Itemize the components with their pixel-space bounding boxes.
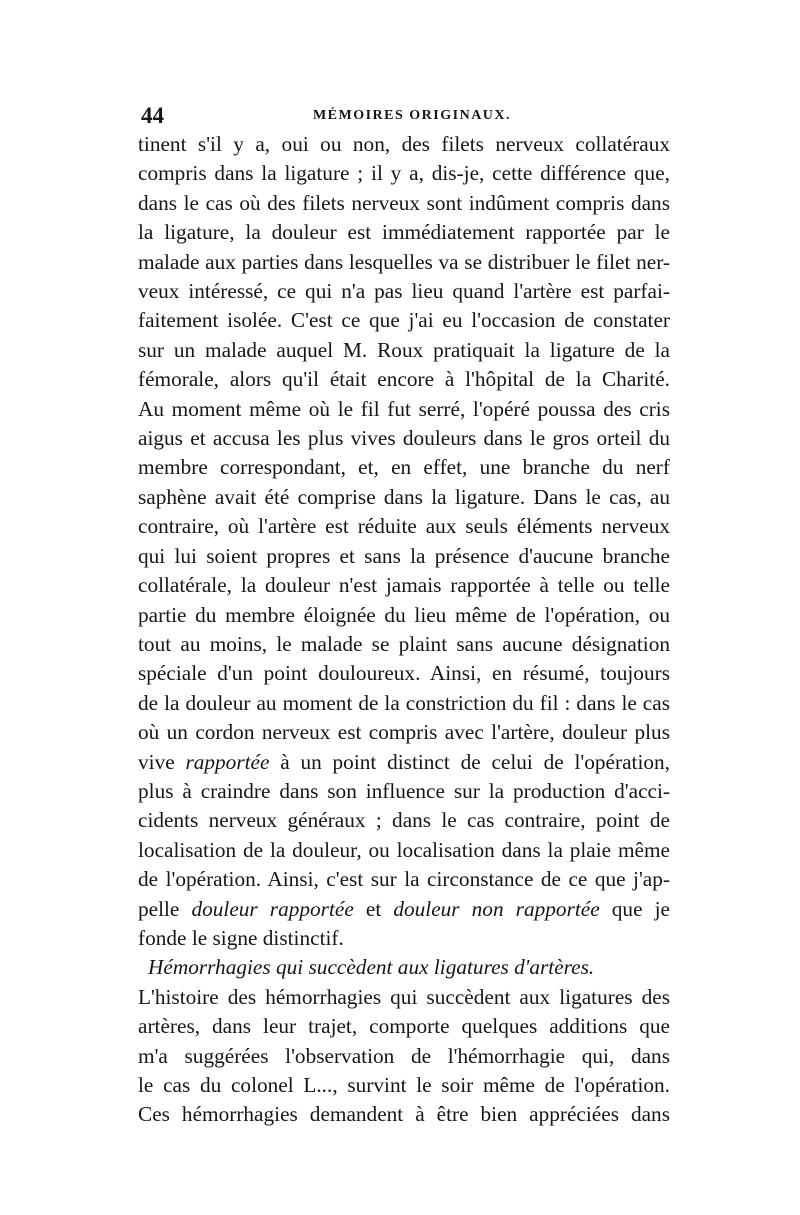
italic-term: douleur rapportée (191, 896, 354, 921)
text-line: plus à craindre dans son influence sur la production d'acci- (138, 778, 670, 803)
text-line: saphène avait été comprise dans la ligature. Dans le cas, au (138, 484, 670, 509)
page-number: 44 (141, 103, 164, 128)
page-header (141, 100, 669, 132)
text-line: fonde le signe distinctif. (138, 925, 344, 950)
text-line: compris dans la ligature ; il y a, dis-je, cette différence que, (138, 161, 670, 186)
text-line (138, 748, 670, 777)
text-line: membre correspondant, et, en effet, une branche du nerf (138, 455, 670, 480)
text-line: aigus et accusa les plus vives douleurs dans le gros orteil du (138, 426, 670, 451)
text-line: L'histoire des hémorrhagies qui succèdent aux ligatures des (138, 984, 670, 1009)
text-line: le cas du colonel L..., survint le soir même de l'opération. (138, 1073, 670, 1097)
section-heading (138, 953, 670, 982)
text-line: dans le cas où des filets nerveux sont indûment compris dans (138, 190, 670, 215)
text-line: la ligature, la douleur est immédiatement rapportée par le (138, 220, 670, 245)
section-heading-text: Hémorrhagies qui succèdent aux ligatures d'artères. (148, 955, 595, 980)
text-line (138, 895, 670, 924)
text-run: vive (138, 749, 186, 774)
text-line: Ces hémorrhagies demandent à être bien appréciées dans (138, 1102, 670, 1127)
text-line: tinent s'il y a, oui ou non, des filets nerveux collatéraux (138, 132, 670, 156)
italic-term: rapportée (185, 749, 270, 774)
text-run: et (353, 896, 394, 921)
text-line: m'a suggérées l'observation de l'hémorrhagie qui, dans (138, 1043, 670, 1068)
text-run: pelle (138, 896, 192, 921)
text-line: de l'opération. Ainsi, c'est sur la circonstance de ce que j'ap- (138, 867, 670, 892)
text-line: collatérale, la douleur n'est jamais rapportée à telle ou telle (138, 573, 670, 598)
text-line: localisation de la douleur, ou localisation dans la plaie même (138, 837, 670, 862)
text-run: que je (599, 896, 670, 921)
text-line: où un cordon nerveux est compris avec l'artère, douleur plus (138, 720, 670, 745)
text-line: fémorale, alors qu'il était encore à l'hôpital de la Charité. (138, 367, 670, 392)
text-line: spéciale d'un point douloureux. Ainsi, en résumé, toujours (138, 661, 670, 686)
text-line: faitement isolée. C'est ce que j'ai eu l'occasion de constater (138, 308, 670, 333)
text-line: sur un malade auquel M. Roux pratiquait la ligature de la (138, 337, 670, 362)
text-run: à un point distinct de celui de l'opération, (269, 749, 670, 774)
text-line: tout au moins, le malade se plaint sans aucune désignation (138, 631, 670, 656)
text-line: malade aux parties dans lesquelles va se distribuer le filet ner- (138, 249, 670, 274)
text-line: cidents nerveux généraux ; dans le cas contraire, point de (138, 808, 670, 833)
text-line: Au moment même où le fil fut serré, l'opéré poussa des cris (138, 396, 670, 421)
text-line: partie du membre éloignée du lieu même de l'opération, ou (138, 602, 670, 627)
text-line: de la douleur au moment de la constriction du fil : dans le cas (138, 690, 670, 715)
italic-term: douleur non rapportée (393, 896, 600, 921)
text-line: artères, dans leur trajet, comporte quelques additions que (138, 1014, 670, 1039)
text-line: qui lui soient propres et sans la présence d'aucune branche (138, 543, 670, 568)
text-line: contraire, où l'artère est réduite aux seuls éléments nerveux (138, 514, 670, 539)
text-line: veux intéressé, ce qui n'a pas lieu quand l'artère est parfai- (138, 279, 670, 304)
running-title: MÉMOIRES ORIGINAUX. (312, 108, 512, 123)
body-text (138, 130, 670, 1130)
